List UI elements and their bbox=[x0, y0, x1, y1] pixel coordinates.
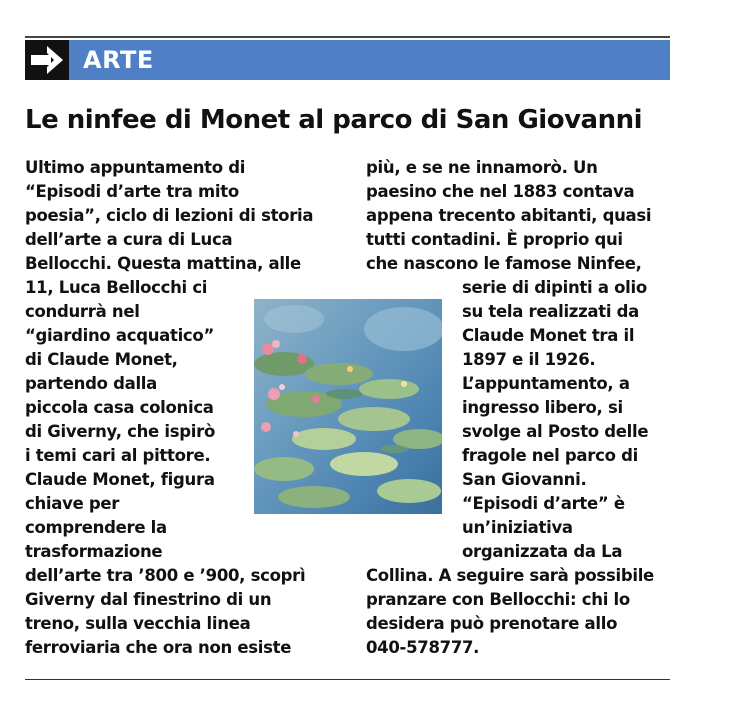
text-line: che nascono le famose Ninfee, bbox=[366, 254, 642, 273]
text-line: 1897 e il 1926. bbox=[462, 350, 596, 369]
text-line: su tela realizzati da bbox=[462, 302, 639, 321]
text-line: dell’arte a cura di Luca bbox=[25, 230, 233, 249]
text-line: fragole nel parco di bbox=[462, 446, 638, 465]
text-line: paesino che nel 1883 contava bbox=[366, 182, 635, 201]
text-line: i temi cari al pittore. bbox=[25, 446, 211, 465]
text-line: desidera può prenotare allo bbox=[366, 614, 618, 633]
text-line: trasformazione bbox=[25, 542, 163, 561]
arrow-right-icon bbox=[25, 40, 69, 80]
text-line: serie di dipinti a olio bbox=[462, 278, 647, 297]
text-line: organizzata da La bbox=[462, 542, 623, 561]
text-line: “Episodi d’arte tra mito bbox=[25, 182, 239, 201]
headline: Le ninfee di Monet al parco di San Giovanni bbox=[25, 105, 643, 135]
text-line: treno, sulla vecchia linea bbox=[25, 614, 251, 633]
text-line: Claude Monet tra il bbox=[462, 326, 635, 345]
text-line: poesia”, ciclo di lezioni di storia bbox=[25, 206, 314, 225]
text-line: piccola casa colonica bbox=[25, 398, 214, 417]
text-line: San Giovanni. bbox=[462, 470, 587, 489]
text-line: Claude Monet, figura bbox=[25, 470, 215, 489]
text-line: ferroviaria che ora non esiste bbox=[25, 638, 292, 657]
text-line: ingresso libero, si bbox=[462, 398, 623, 417]
text-line: più, e se ne innamorò. Un bbox=[366, 158, 598, 177]
text-line: 040-578777. bbox=[366, 638, 480, 657]
text-line: pranzare con Bellocchi: chi lo bbox=[366, 590, 630, 609]
text-line: appena trecento abitanti, quasi bbox=[366, 206, 652, 225]
text-line: di Giverny, che ispirò bbox=[25, 422, 216, 441]
text-line: di Claude Monet, bbox=[25, 350, 178, 369]
text-line: svolge al Posto delle bbox=[462, 422, 649, 441]
text-line: Bellocchi. Questa mattina, alle bbox=[25, 254, 301, 273]
top-rule bbox=[25, 36, 670, 38]
section-header bbox=[25, 40, 670, 80]
text-line: L’appuntamento, a bbox=[462, 374, 630, 393]
text-line: partendo dalla bbox=[25, 374, 157, 393]
text-line: dell’arte tra ’800 e ’900, scoprì bbox=[25, 566, 306, 585]
text-line: Collina. A seguire sarà possibile bbox=[366, 566, 654, 585]
text-line: 11, Luca Bellocchi ci bbox=[25, 278, 208, 297]
text-line: comprendere la bbox=[25, 518, 167, 537]
text-line: Giverny dal finestrino di un bbox=[25, 590, 272, 609]
text-line: “giardino acquatico” bbox=[25, 326, 214, 345]
water-lilies-painting bbox=[254, 299, 442, 514]
text-line: tutti contadini. È proprio qui bbox=[366, 230, 623, 249]
section-label: ARTE bbox=[83, 46, 154, 74]
text-line: chiave per bbox=[25, 494, 120, 513]
text-line: “Episodi d’arte” è bbox=[462, 494, 625, 513]
bottom-rule bbox=[25, 679, 670, 680]
text-line: un’iniziativa bbox=[462, 518, 573, 537]
text-line: Ultimo appuntamento di bbox=[25, 158, 246, 177]
text-line: condurrà nel bbox=[25, 302, 140, 321]
